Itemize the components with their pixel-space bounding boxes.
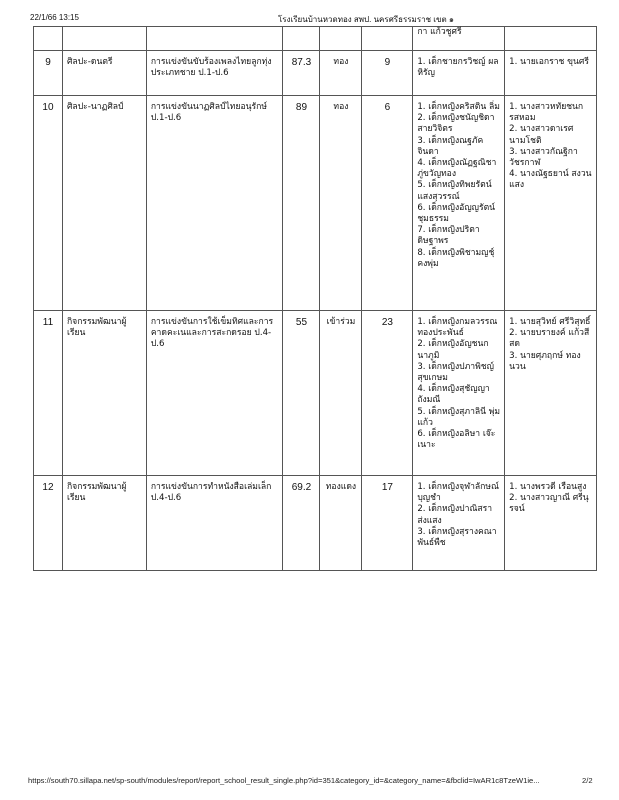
student-name: 3. เด็กหญิงณฐภัค จินดา — [417, 135, 484, 157]
event-cell: การแข่งขันนาฏศิลป์ไทยอนุรักษ์ ป.1-ป.6 — [146, 96, 283, 311]
score-cell: 89 — [283, 96, 320, 311]
students-cell — [413, 51, 505, 96]
table-row — [34, 51, 597, 96]
page-number: 2/2 — [582, 776, 593, 785]
student-name: 4. เด็กหญิงณัฏฐณิชา ภู่ขวัญทอง — [417, 158, 497, 180]
student-name: 2. เด็กหญิงอัญชนก นาภูมิ — [417, 339, 489, 361]
teachers-cell — [505, 311, 597, 476]
rank-cell: 23 — [362, 311, 413, 476]
student-name: 2. เด็กหญิงปาณิสรา ส่งแสง — [417, 504, 493, 526]
teacher-name: 3. นางสาวกัณฐิกา วัชรกาฬ — [509, 146, 578, 169]
student-name: 6. เด็กหญิงอลิษา เจ๊ะเนาะ — [417, 429, 496, 451]
event-cell: การแข่งขันขับร้องเพลงไทยลูกทุ่ง ประเภทชาย ป.1-ป.6 — [146, 51, 283, 96]
students-cell — [413, 476, 505, 571]
category-cell: กิจกรรมพัฒนาผู้เรียน — [62, 476, 146, 571]
rank-cell: 6 — [362, 96, 413, 311]
table-row — [34, 311, 597, 476]
teacher-name: 3. นายศุภฤกษ์ ทองนวน — [509, 350, 581, 372]
teachers-cell — [505, 51, 597, 96]
page-title: โรงเรียนบ้านหวดทอง สพป. นครศรีธรรมราช เขต ๑ — [278, 15, 454, 24]
row-number-cell: 9 — [34, 51, 63, 96]
teacher-name: 1. นายสุวิทย์ ศรีวิสุทธิ์ — [509, 317, 591, 327]
category-cell: ศิลปะ-นาฏศิลป์ — [62, 96, 146, 311]
teacher-name: 1. นางสาวหทัยชนก รสหอม — [509, 102, 584, 124]
teacher-name: 2. นางสาวดาเรศ นามโชติ — [509, 124, 574, 146]
event-cell: การแข่งขันการทำหนังสือเล่มเล็ก ป.4-ป.6 — [146, 476, 283, 571]
category-cell: ศิลปะ-ดนตรี — [62, 51, 146, 96]
medal-cell: ทอง — [320, 96, 362, 311]
score-cell: 87.3 — [283, 51, 320, 96]
teacher-name: 2. นายบรายงค์ แก้วสีสด — [509, 328, 590, 350]
row-number-cell: 11 — [34, 311, 63, 476]
teacher-name: 1. นายเอกราช ขุนศรี — [509, 57, 589, 67]
teacher-name: 1. นางพรวดี เรือนสูง — [509, 482, 587, 492]
table-row — [34, 96, 597, 311]
table-row — [34, 476, 597, 571]
row-number-cell: 12 — [34, 476, 63, 571]
results-table — [33, 26, 597, 571]
medal-cell: ทอง — [320, 51, 362, 96]
teacher-name: 4. นางณัฐธยาน์ สงวนแสง — [509, 169, 592, 191]
student-name: 2. เด็กหญิงชนัญชิดา สายวิจิตร — [417, 113, 495, 135]
student-name: 3. เด็กหญิงสุรางคณา พันธ์พืช — [417, 526, 497, 549]
score-cell: 55 — [283, 311, 320, 476]
students-cell — [413, 96, 505, 311]
student-name: 7. เด็กหญิงปริตา ดิษฐาพร — [417, 225, 480, 247]
row-number-cell: 10 — [34, 96, 63, 311]
rank-cell: 9 — [362, 51, 413, 96]
teachers-cell — [505, 96, 597, 311]
students-cell — [413, 27, 505, 51]
event-cell: การแข่งขันการใช้เข็มทิศและการคาดคะเนและการสะกดรอย ป.4-ป.6 — [146, 311, 283, 476]
category-cell: กิจกรรมพัฒนาผู้เรียน — [62, 311, 146, 476]
student-name: 5. เด็กหญิงทิพยรัตน์ แสงสุวรรณ์ — [417, 180, 492, 202]
student-name: 6. เด็กหญิงอัญญรัตน์ ชุมธรรม — [417, 202, 496, 225]
student-name: 1. เด็กชายกรวิชญ์ ผลหิรัญ — [417, 57, 499, 79]
page-url: https://south70.sillapa.net/sp-south/modules/report/report_school_result_single.php?id=351&category_id=&category_name=&fbclid=IwAR1c8TzeW1ie... — [28, 776, 540, 785]
student-name: 1. เด็กหญิงกมลวรรณ ทองประพันธ์ — [417, 317, 498, 339]
teachers-cell — [505, 476, 597, 571]
teacher-name: 2. นางสาวญาณี ศรีนุรจน์ — [509, 493, 589, 515]
student-name: 5. เด็กหญิงสุภาลินี พุ่มแก้ว — [417, 406, 501, 428]
print-date: 22/1/66 13:15 — [30, 13, 79, 22]
student-name: กา แก้วชูศรี — [417, 27, 462, 37]
score-cell: 69.2 — [283, 476, 320, 571]
table-row-continued — [34, 27, 597, 51]
student-name: 8. เด็กหญิงพิชามญชุ์ คงพุ่ม — [417, 247, 495, 269]
student-name: 4. เด็กหญิงสุชัญญา ถังมณี — [417, 384, 490, 406]
student-name: 1. เด็กหญิงจุฬาลักษณ์ บุญชำ — [417, 482, 500, 504]
student-name: 3. เด็กหญิงปภาพิชญ์ สุขเกษม — [417, 361, 494, 384]
student-name: 1. เด็กหญิงคริสติน ลิ่ม — [417, 102, 500, 112]
students-cell — [413, 311, 505, 476]
rank-cell: 17 — [362, 476, 413, 571]
medal-cell: เข้าร่วม — [320, 311, 362, 476]
medal-cell: ทองแดง — [320, 476, 362, 571]
